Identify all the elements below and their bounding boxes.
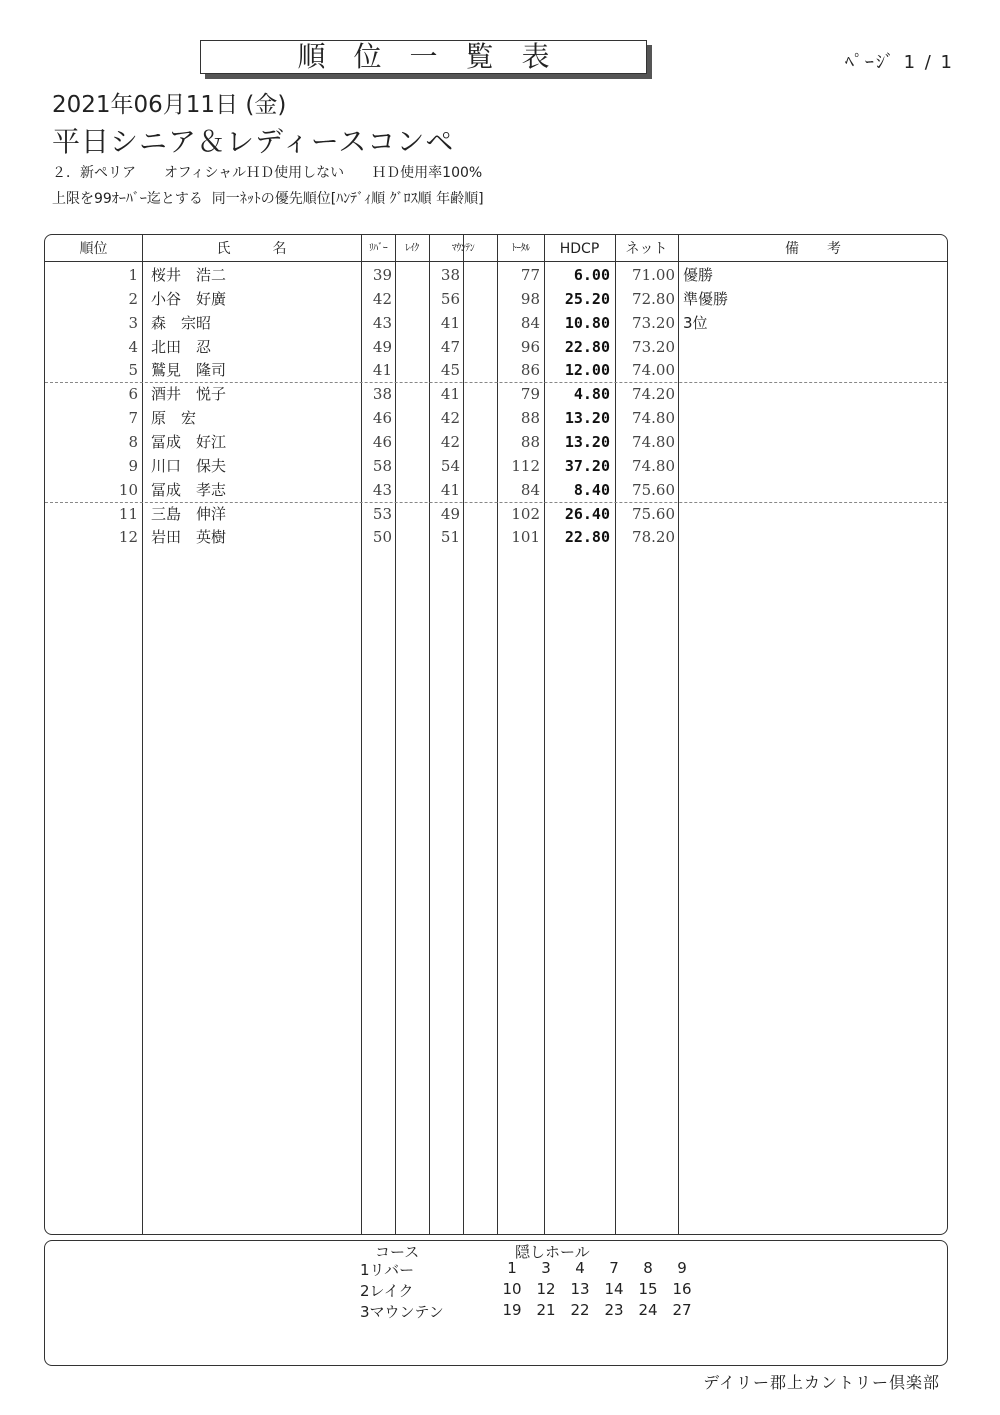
table-row xyxy=(45,382,947,406)
cell-mountain: 47 xyxy=(440,337,460,356)
cell-river: 39 xyxy=(372,266,392,284)
cell-lake xyxy=(395,358,426,382)
cell-name: 森 宗昭 xyxy=(151,313,212,332)
table-row xyxy=(45,287,947,311)
col-header-notes: 備 考 xyxy=(785,241,841,257)
cell-mountain: 42 xyxy=(440,432,460,451)
club-name: デイリー郡上カントリー倶楽部 xyxy=(703,1373,940,1392)
cell-hdcp: 12.00 xyxy=(564,361,610,380)
hidden-hole-number: 21 xyxy=(536,1301,556,1319)
cell-mountain: 42 xyxy=(440,409,460,428)
cell-name: 三島 伸洋 xyxy=(151,504,227,523)
cell-rank: 10 xyxy=(118,480,138,499)
table-row xyxy=(45,263,947,287)
cell-mountain: 49 xyxy=(440,504,460,523)
table-row xyxy=(45,335,947,359)
cell-net: 74.00 xyxy=(632,361,675,380)
hidden-hole-number: 24 xyxy=(638,1301,658,1319)
cell-rank: 2 xyxy=(128,289,138,308)
cell-rank: 9 xyxy=(128,456,138,475)
cell-river: 41 xyxy=(372,361,392,380)
hidden-hole-number: 3 xyxy=(541,1259,551,1277)
cell-net: 74.80 xyxy=(632,432,675,451)
cell-note xyxy=(683,430,943,454)
table-row xyxy=(45,358,947,382)
col-header-name: 氏 名 xyxy=(216,241,287,257)
cell-name: 冨成 孝志 xyxy=(151,480,227,499)
cell-net: 74.20 xyxy=(632,385,675,404)
cell-mountain: 41 xyxy=(440,480,460,499)
hidden-hole-number: 19 xyxy=(502,1301,522,1319)
cell-note: 準優勝 xyxy=(683,289,729,308)
cell-net: 73.20 xyxy=(632,313,675,332)
cell-hdcp: 37.20 xyxy=(564,456,610,475)
hidden-hole-number: 16 xyxy=(672,1280,692,1298)
hidden-hole-number: 23 xyxy=(604,1301,624,1319)
cell-hdcp: 25.20 xyxy=(564,289,610,308)
cell-hdcp: 26.40 xyxy=(564,504,610,523)
cell-mountain: 54 xyxy=(440,456,460,475)
cell-lake xyxy=(395,525,426,549)
table-row xyxy=(45,454,947,478)
hidden-hole-number: 9 xyxy=(677,1259,687,1277)
cell-mountain: 56 xyxy=(440,289,460,308)
hidden-holes-label: 隠しホール xyxy=(515,1243,590,1261)
rule-info-line-2: 上限を99ｵｰﾊﾞｰ迄とする 同一ﾈｯﾄの優先順位[ﾊﾝﾃﾞｨ順 ｸﾞﾛｽ順 年齢順] xyxy=(52,191,484,207)
cell-note xyxy=(683,454,943,478)
hidden-hole-number: 15 xyxy=(638,1280,658,1298)
col-header-lake: ﾚｲｸ xyxy=(405,243,419,254)
cell-name: 桜井 浩二 xyxy=(151,266,227,284)
cell-rank: 1 xyxy=(128,266,138,284)
table-row xyxy=(45,525,947,549)
col-header-net: ネット xyxy=(625,241,668,257)
cell-note: 優勝 xyxy=(683,266,714,284)
hidden-hole-number: 22 xyxy=(570,1301,590,1319)
course-label: コース xyxy=(375,1243,420,1261)
cell-name: 北田 忍 xyxy=(151,337,212,356)
cell-lake xyxy=(395,311,426,335)
cell-lake xyxy=(395,406,426,430)
event-name: 平日シニア＆レディースコンペ xyxy=(52,125,455,158)
cell-total: 98 xyxy=(520,289,540,308)
cell-name: 酒井 悦子 xyxy=(151,385,227,404)
cell-total: 84 xyxy=(520,480,540,499)
course-name: 2レイク xyxy=(360,1282,414,1300)
hidden-hole-number: 7 xyxy=(609,1259,619,1277)
cell-rank: 11 xyxy=(118,504,138,523)
cell-rank: 6 xyxy=(128,385,138,404)
cell-total: 88 xyxy=(520,409,540,428)
table-row xyxy=(45,430,947,454)
cell-lake xyxy=(395,382,426,406)
cell-note xyxy=(683,525,943,549)
cell-lake xyxy=(395,287,426,311)
cell-hdcp: 22.80 xyxy=(564,528,610,547)
cell-rank: 5 xyxy=(128,361,138,380)
hidden-hole-number: 27 xyxy=(672,1301,692,1319)
col-header-river: ﾘﾊﾞｰ xyxy=(368,243,388,254)
cell-mountain: 45 xyxy=(440,361,460,380)
cell-name: 川口 保夫 xyxy=(151,456,227,475)
cell-river: 58 xyxy=(372,456,392,475)
cell-name: 原 宏 xyxy=(151,409,197,428)
cell-hdcp: 4.80 xyxy=(573,385,610,404)
cell-note: 3位 xyxy=(683,313,708,332)
cell-total: 88 xyxy=(520,432,540,451)
page-number: ﾍﾟｰｼﾞ 1 / 1 xyxy=(844,52,954,73)
cell-river: 53 xyxy=(372,504,392,523)
cell-river: 49 xyxy=(372,337,392,356)
cell-lake xyxy=(395,335,426,359)
cell-lake xyxy=(395,478,426,502)
hidden-holes-box xyxy=(44,1240,948,1366)
cell-mountain: 38 xyxy=(440,266,460,284)
cell-net: 78.20 xyxy=(632,528,675,547)
cell-river: 46 xyxy=(372,432,392,451)
table-row xyxy=(45,311,947,335)
cell-total: 112 xyxy=(511,456,540,475)
cell-net: 74.80 xyxy=(632,409,675,428)
table-row xyxy=(45,478,947,502)
cell-total: 96 xyxy=(520,337,540,356)
hidden-hole-number: 13 xyxy=(570,1280,590,1298)
hidden-hole-number: 1 xyxy=(507,1259,517,1277)
cell-river: 43 xyxy=(372,480,392,499)
cell-name: 小谷 好廣 xyxy=(151,289,227,308)
cell-rank: 3 xyxy=(128,313,138,332)
cell-note xyxy=(683,335,943,359)
cell-note xyxy=(683,502,943,526)
cell-note xyxy=(683,358,943,382)
cell-total: 77 xyxy=(520,266,540,284)
cell-hdcp: 6.00 xyxy=(573,266,610,284)
col-header-rank: 順位 xyxy=(79,241,108,257)
hidden-hole-number: 4 xyxy=(575,1259,585,1277)
cell-river: 43 xyxy=(372,313,392,332)
cell-net: 74.80 xyxy=(632,456,675,475)
col-header-hdcp: HDCP xyxy=(559,241,600,257)
col-header-mountain: ﾏｳﾝﾃﾝ xyxy=(451,243,475,254)
cell-rank: 4 xyxy=(128,337,138,356)
results-table xyxy=(44,234,948,1235)
page-title: 順位一覧表 xyxy=(297,40,578,73)
cell-net: 71.00 xyxy=(632,266,675,284)
table-row xyxy=(45,406,947,430)
cell-hdcp: 10.80 xyxy=(564,313,610,332)
cell-lake xyxy=(395,502,426,526)
cell-river: 50 xyxy=(372,528,392,547)
event-date: 2021年06月11日 (金) xyxy=(52,92,287,118)
cell-river: 46 xyxy=(372,409,392,428)
cell-name: 冨成 好江 xyxy=(151,432,227,451)
col-header-total: ﾄｰﾀﾙ xyxy=(511,243,530,254)
cell-net: 75.60 xyxy=(632,480,675,499)
hidden-hole-number: 8 xyxy=(643,1259,653,1277)
cell-mountain: 41 xyxy=(440,385,460,404)
cell-note xyxy=(683,478,943,502)
cell-total: 79 xyxy=(520,385,540,404)
rule-info-line-1: ２．新ペリア オフィシャルＨＤ使用しない ＨＤ使用率100% xyxy=(52,165,483,181)
cell-hdcp: 8.40 xyxy=(573,480,610,499)
cell-total: 102 xyxy=(511,504,540,523)
cell-total: 84 xyxy=(520,313,540,332)
cell-river: 38 xyxy=(372,385,392,404)
course-name: 1リバー xyxy=(360,1261,415,1279)
cell-hdcp: 13.20 xyxy=(564,432,610,451)
cell-note xyxy=(683,382,943,406)
cell-rank: 7 xyxy=(128,409,138,428)
title-box xyxy=(200,40,647,74)
cell-net: 75.60 xyxy=(632,504,675,523)
cell-river: 42 xyxy=(372,289,392,308)
cell-name: 岩田 英樹 xyxy=(151,528,227,547)
cell-net: 73.20 xyxy=(632,337,675,356)
table-row xyxy=(45,502,947,526)
hidden-hole-number: 14 xyxy=(604,1280,624,1298)
cell-lake xyxy=(395,430,426,454)
cell-mountain: 41 xyxy=(440,313,460,332)
cell-total: 86 xyxy=(520,361,540,380)
cell-total: 101 xyxy=(511,528,540,547)
course-name: 3マウンテン xyxy=(360,1303,444,1321)
cell-name: 鷲見 隆司 xyxy=(151,361,227,380)
cell-note xyxy=(683,406,943,430)
cell-rank: 12 xyxy=(118,528,138,547)
cell-lake xyxy=(395,454,426,478)
cell-hdcp: 22.80 xyxy=(564,337,610,356)
cell-hdcp: 13.20 xyxy=(564,409,610,428)
cell-rank: 8 xyxy=(128,432,138,451)
cell-net: 72.80 xyxy=(632,289,675,308)
cell-mountain: 51 xyxy=(440,528,460,547)
cell-lake xyxy=(395,263,426,287)
hidden-hole-number: 10 xyxy=(502,1280,522,1298)
hidden-hole-number: 12 xyxy=(536,1280,556,1298)
